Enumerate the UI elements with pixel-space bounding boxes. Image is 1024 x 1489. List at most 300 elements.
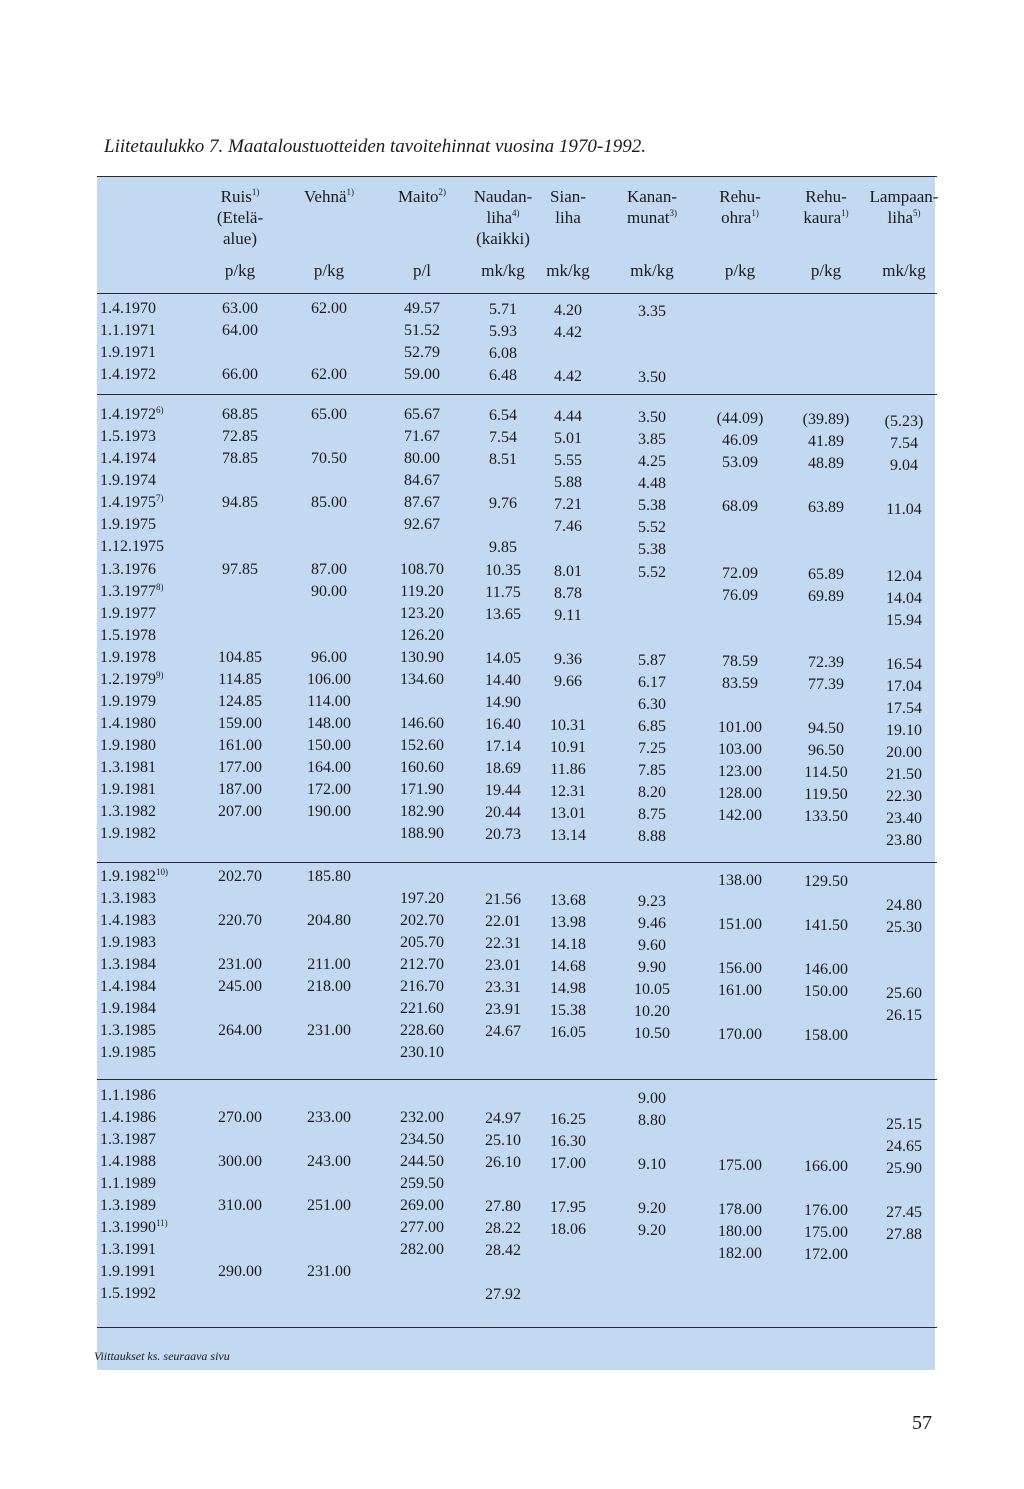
date-text: 1.4.1975 (100, 494, 156, 511)
table-cell: 218.00 (307, 978, 351, 995)
table-cell: 21.56 (485, 891, 521, 908)
table-cell: 7.54 (890, 435, 918, 452)
table-cell: 20.73 (485, 826, 521, 843)
footnote-marker: 9) (156, 670, 164, 680)
date-text: 1.1.1986 (100, 1087, 156, 1104)
page-number: 57 (912, 1412, 932, 1434)
table-cell: 26.10 (485, 1154, 521, 1171)
table-cell: 53.09 (722, 454, 758, 471)
column-header (398, 186, 446, 207)
row-date (100, 515, 156, 534)
table-cell: (39.89) (802, 411, 850, 428)
table-cell: 96.50 (808, 742, 844, 759)
date-text: 1.3.1976 (100, 561, 156, 578)
table-cell: 52.79 (404, 344, 440, 361)
table-cell: 21.50 (886, 766, 922, 783)
date-text: 1.5.1973 (100, 428, 156, 445)
column-unit: p/l (413, 261, 431, 280)
table-cell: 133.50 (804, 808, 848, 825)
column-header-line (304, 186, 354, 207)
table-cell: 207.00 (218, 803, 262, 820)
column-header-text: Rehu- (719, 187, 761, 206)
footnote-reference: Viittaukset ks. seuraava sivu (94, 1349, 230, 1363)
table-cell: 5.52 (638, 564, 666, 581)
date-text: 1.4.1980 (100, 715, 156, 732)
table-cell: 15.38 (550, 1002, 586, 1019)
table-cell: 221.60 (400, 1000, 444, 1017)
table-top-rule (97, 176, 937, 177)
column-header (304, 186, 354, 207)
column-header (627, 186, 677, 228)
table-cell: 171.90 (400, 781, 444, 798)
column-header-text: ohra (721, 208, 752, 227)
footnote-marker: 1) (751, 208, 759, 218)
table-cell: 231.00 (218, 956, 262, 973)
table-cell: 16.54 (886, 656, 922, 673)
table-cell: 25.15 (886, 1116, 922, 1133)
date-text: 1.3.1982 (100, 803, 156, 820)
table-cell: 9.04 (890, 457, 918, 474)
row-date (100, 780, 156, 799)
table-cell: 12.04 (886, 568, 922, 585)
table-cell: 72.85 (222, 428, 258, 445)
table-cell: 9.20 (638, 1200, 666, 1217)
table-cell: 146.00 (804, 961, 848, 978)
column-header-text: Kanan- (626, 187, 678, 206)
table-cell: 22.30 (886, 788, 922, 805)
table-cell: 14.98 (550, 980, 586, 997)
column-header-line (474, 186, 533, 207)
table-cell: 212.70 (400, 956, 444, 973)
table-cell: 124.85 (218, 693, 262, 710)
table-cell: 23.31 (485, 979, 521, 996)
row-date (100, 1043, 156, 1062)
table-cell: 4.44 (554, 408, 582, 425)
column-header-text: Ruis (220, 187, 252, 206)
row-date (100, 955, 156, 974)
table-cell: 134.60 (400, 671, 444, 688)
table-cell: 159.00 (218, 715, 262, 732)
table-cell: 150.00 (307, 737, 351, 754)
table-cell: 6.30 (638, 696, 666, 713)
table-cell: 5.71 (489, 301, 517, 318)
date-text: 1.4.1970 (100, 300, 156, 317)
table-cell: 13.68 (550, 892, 586, 909)
table-cell: 77.39 (808, 676, 844, 693)
column-unit: mk/kg (882, 261, 926, 280)
row-date (100, 626, 156, 645)
date-text: 1.9.1991 (100, 1263, 156, 1280)
table-cell: 68.85 (222, 406, 258, 423)
footnote-marker: 4) (512, 208, 520, 218)
table-cell: 202.70 (218, 868, 262, 885)
table-cell: 17.54 (886, 700, 922, 717)
column-header-text: (Etelä- (216, 208, 264, 227)
table-cell: 9.36 (554, 651, 582, 668)
table-cell: 90.00 (311, 583, 347, 600)
table-bottom-rule (97, 1327, 937, 1328)
table-cell: 7.46 (554, 518, 582, 535)
table-cell: 20.44 (485, 804, 521, 821)
date-text: 1.4.1983 (100, 912, 156, 929)
group-divider (97, 862, 937, 863)
table-cell: 4.42 (554, 368, 582, 385)
date-text: 1.9.1984 (100, 1000, 156, 1017)
row-date (100, 1262, 156, 1281)
footnote-marker: 6) (156, 405, 164, 415)
date-text: 1.4.1974 (100, 450, 156, 467)
table-cell: 164.00 (307, 759, 351, 776)
column-header-line (550, 207, 586, 228)
table-cell: 14.05 (485, 650, 521, 667)
column-header-line (803, 207, 848, 228)
table-cell: 16.05 (550, 1024, 586, 1041)
table-cell: 87.67 (404, 494, 440, 511)
column-header-line (217, 207, 263, 228)
row-date (100, 343, 156, 362)
table-cell: 187.00 (218, 781, 262, 798)
date-text: 1.12.1975 (100, 538, 164, 555)
table-cell: 18.69 (485, 760, 521, 777)
table-cell: 156.00 (718, 960, 762, 977)
table-cell: 69.89 (808, 588, 844, 605)
table-cell: 290.00 (218, 1263, 262, 1280)
row-date (100, 405, 164, 424)
table-cell: 190.00 (307, 803, 351, 820)
date-text: 1.4.1988 (100, 1153, 156, 1170)
column-header-text: Sian- (550, 187, 586, 206)
row-date (100, 714, 156, 733)
table-cell: 119.50 (804, 786, 848, 803)
table-cell: 19.10 (886, 722, 922, 739)
row-date (100, 1174, 156, 1193)
row-date (100, 537, 164, 556)
table-cell: 71.67 (404, 428, 440, 445)
table-cell: 80.00 (404, 450, 440, 467)
header-bottom-rule (97, 293, 937, 294)
date-text: 1.5.1992 (100, 1285, 156, 1302)
table-cell: 65.67 (404, 406, 440, 423)
table-cell: 9.20 (638, 1222, 666, 1239)
table-cell: 51.52 (404, 322, 440, 339)
table-cell: 8.78 (554, 585, 582, 602)
date-text: 1.9.1977 (100, 605, 156, 622)
table-cell: 10.20 (634, 1003, 670, 1020)
table-cell: 72.39 (808, 654, 844, 671)
table-cell: 46.09 (722, 432, 758, 449)
table-cell: 161.00 (218, 737, 262, 754)
table-cell: 216.70 (400, 978, 444, 995)
column-header-text: liha (555, 208, 581, 227)
table-cell: 25.30 (886, 919, 922, 936)
table-cell: 8.80 (638, 1112, 666, 1129)
row-date (100, 933, 156, 952)
date-text: 1.3.1984 (100, 956, 156, 973)
table-cell: 106.00 (307, 671, 351, 688)
table-cell: 180.00 (718, 1223, 762, 1240)
table-cell: 70.50 (311, 450, 347, 467)
row-date (100, 692, 156, 711)
table-cell: 103.00 (718, 741, 762, 758)
row-date (100, 449, 156, 468)
table-cell: 8.20 (638, 784, 666, 801)
row-date (100, 1196, 156, 1215)
column-header-text: Vehnä (304, 187, 347, 206)
date-text: 1.3.1987 (100, 1131, 156, 1148)
table-cell: 25.90 (886, 1160, 922, 1177)
row-date (100, 670, 164, 689)
table-cell: 10.50 (634, 1025, 670, 1042)
table-cell: 17.00 (550, 1155, 586, 1172)
table-cell: 182.00 (718, 1245, 762, 1262)
table-cell: 28.42 (485, 1242, 521, 1259)
footnote-marker: 5) (913, 208, 921, 218)
table-cell: 123.20 (400, 605, 444, 622)
table-cell: 114.00 (307, 693, 351, 710)
column-header (719, 186, 761, 228)
table-cell: 259.50 (400, 1175, 444, 1192)
column-header-line (474, 228, 533, 249)
table-cell: 211.00 (307, 956, 351, 973)
table-cell: 6.54 (489, 407, 517, 424)
table-cell: 310.00 (218, 1197, 262, 1214)
table-cell: 25.10 (485, 1132, 521, 1149)
table-cell: 6.85 (638, 718, 666, 735)
row-date (100, 802, 156, 821)
date-text: 1.3.1989 (100, 1197, 156, 1214)
table-cell: 63.89 (808, 499, 844, 516)
footnote-marker: 3) (669, 208, 677, 218)
table-cell: 17.95 (550, 1199, 586, 1216)
table-cell: 158.00 (804, 1027, 848, 1044)
table-cell: 24.97 (485, 1110, 521, 1127)
column-header-text: (kaikki) (476, 229, 530, 248)
table-cell: 7.21 (554, 496, 582, 513)
column-header-line (550, 186, 586, 207)
column-header (217, 186, 263, 249)
column-header-line (398, 186, 446, 207)
table-cell: 12.31 (550, 783, 586, 800)
row-date (100, 471, 156, 490)
table-cell: 63.00 (222, 300, 258, 317)
table-cell: 9.46 (638, 915, 666, 932)
row-date (100, 582, 164, 601)
table-cell: 175.00 (718, 1157, 762, 1174)
column-unit: p/kg (224, 261, 256, 280)
table-cell: 9.76 (489, 495, 517, 512)
table-cell: 8.01 (554, 563, 582, 580)
date-text: 1.3.1985 (100, 1022, 156, 1039)
column-header-text: alue) (223, 229, 257, 248)
table-cell: 5.87 (638, 652, 666, 669)
table-cell: 233.00 (307, 1109, 351, 1126)
column-header-line (474, 207, 533, 228)
column-header (550, 186, 586, 228)
table-cell: 161.00 (718, 982, 762, 999)
column-header (474, 186, 533, 249)
footnote-marker: 11) (156, 1218, 168, 1228)
table-cell: 14.40 (485, 672, 521, 689)
row-date (100, 867, 168, 886)
table-cell: 6.48 (489, 367, 517, 384)
column-header-text: kaura (803, 208, 842, 227)
table-cell: 104.85 (218, 649, 262, 666)
table-cell: 3.35 (638, 303, 666, 320)
table-cell: 14.18 (550, 936, 586, 953)
group-divider (97, 1079, 937, 1080)
table-cell: 101.00 (718, 719, 762, 736)
table-cell: (44.09) (716, 410, 764, 427)
date-text: 1.3.1981 (100, 759, 156, 776)
date-text: 1.1.1971 (100, 322, 156, 339)
date-text: 1.1.1989 (100, 1175, 156, 1192)
table-cell: 27.88 (886, 1226, 922, 1243)
row-date (100, 427, 156, 446)
table-cell: 3.50 (638, 409, 666, 426)
table-cell: 114.85 (218, 671, 262, 688)
table-cell: 27.80 (485, 1198, 521, 1215)
row-date (100, 299, 156, 318)
table-cell: 129.50 (804, 873, 848, 890)
table-cell: 5.88 (554, 474, 582, 491)
table-cell: 16.25 (550, 1111, 586, 1128)
column-header-line (719, 186, 761, 207)
table-cell: 26.15 (886, 1007, 922, 1024)
row-date (100, 889, 156, 908)
table-cell: 130.90 (400, 649, 444, 666)
table-cell: 9.23 (638, 893, 666, 910)
row-date (100, 321, 156, 340)
row-date (100, 648, 156, 667)
column-header-line (627, 207, 677, 228)
table-cell: 8.88 (638, 828, 666, 845)
table-cell: 244.50 (400, 1153, 444, 1170)
date-text: 1.4.1986 (100, 1109, 156, 1126)
footnote-marker: 10) (156, 867, 168, 877)
row-date (100, 1218, 168, 1237)
table-cell: 11.86 (550, 761, 586, 778)
table-cell: 232.00 (400, 1109, 444, 1126)
row-date (100, 911, 156, 930)
table-cell: 62.00 (311, 366, 347, 383)
table-cell: 23.91 (485, 1001, 521, 1018)
table-cell: 126.20 (400, 627, 444, 644)
table-cell: 245.00 (218, 978, 262, 995)
row-date (100, 604, 156, 623)
table-cell: 234.50 (400, 1131, 444, 1148)
row-date (100, 365, 156, 384)
date-text: 1.9.1983 (100, 934, 156, 951)
table-cell: 270.00 (218, 1109, 262, 1126)
column-unit: p/kg (724, 261, 756, 280)
table-cell: 4.20 (554, 302, 582, 319)
row-date (100, 1240, 156, 1259)
table-cell: 22.01 (485, 913, 521, 930)
table-cell: 84.67 (404, 472, 440, 489)
table-cell: 24.80 (886, 897, 922, 914)
table-cell: 231.00 (307, 1022, 351, 1039)
table-cell: 68.09 (722, 498, 758, 515)
table-cell: 5.01 (554, 430, 582, 447)
table-cell: 9.00 (638, 1090, 666, 1107)
date-text: 1.9.1978 (100, 649, 156, 666)
table-cell: 94.50 (808, 720, 844, 737)
column-unit: mk/kg (546, 261, 590, 280)
table-cell: 14.04 (886, 590, 922, 607)
table-cell: 76.09 (722, 587, 758, 604)
table-cell: 197.20 (400, 890, 444, 907)
table-cell: 19.44 (485, 782, 521, 799)
table-cell: 11.75 (485, 584, 521, 601)
table-cell: 176.00 (804, 1202, 848, 1219)
table-cell: 9.10 (638, 1156, 666, 1173)
column-header-text: munat (627, 208, 670, 227)
table-cell: 25.60 (886, 985, 922, 1002)
table-cell: 20.00 (886, 744, 922, 761)
table-cell: 108.70 (400, 561, 444, 578)
footnote-marker: 1) (841, 208, 849, 218)
date-text: 1.4.1984 (100, 978, 156, 995)
row-date (100, 758, 156, 777)
table-cell: 16.30 (550, 1133, 586, 1150)
column-header-line (627, 186, 677, 207)
table-cell: 13.01 (550, 805, 586, 822)
row-date (100, 1108, 156, 1127)
table-cell: 177.00 (218, 759, 262, 776)
column-header-text: liha (486, 208, 512, 227)
date-text: 1.2.1979 (100, 671, 156, 688)
table-cell: 119.20 (400, 583, 444, 600)
table-cell: 243.00 (307, 1153, 351, 1170)
column-header-line (719, 207, 761, 228)
table-cell: 65.00 (311, 406, 347, 423)
table-cell: 175.00 (804, 1224, 848, 1241)
table-cell: 28.22 (485, 1220, 521, 1237)
table-cell: 24.65 (886, 1138, 922, 1155)
footnote-marker: 1) (346, 187, 354, 197)
table-cell: 282.00 (400, 1241, 444, 1258)
table-cell: 3.85 (638, 431, 666, 448)
table-cell: 10.31 (550, 717, 586, 734)
column-header-line (217, 228, 263, 249)
table-cell: 160.60 (400, 759, 444, 776)
table-cell: 8.75 (638, 806, 666, 823)
group-divider (97, 394, 937, 395)
table-cell: 150.00 (804, 983, 848, 1000)
table-cell: 138.00 (718, 872, 762, 889)
column-header-line (870, 207, 939, 228)
date-text: 1.3.1991 (100, 1241, 156, 1258)
table-cell: 202.70 (400, 912, 444, 929)
table-cell: 9.60 (638, 937, 666, 954)
date-text: 1.9.1982 (100, 825, 156, 842)
table-cell: 5.52 (638, 519, 666, 536)
table-cell: 228.60 (400, 1022, 444, 1039)
table-cell: 59.00 (404, 366, 440, 383)
row-date (100, 736, 156, 755)
table-cell: 5.93 (489, 323, 517, 340)
table-cell: 277.00 (400, 1219, 444, 1236)
table-cell: 204.80 (307, 912, 351, 929)
table-cell: 264.00 (218, 1022, 262, 1039)
table-cell: 41.89 (808, 433, 844, 450)
table-cell: 114.50 (804, 764, 848, 781)
table-cell: 5.55 (554, 452, 582, 469)
date-text: 1.5.1978 (100, 627, 156, 644)
table-cell: 83.59 (722, 675, 758, 692)
table-cell: 3.50 (638, 369, 666, 386)
table-cell: 22.31 (485, 935, 521, 952)
